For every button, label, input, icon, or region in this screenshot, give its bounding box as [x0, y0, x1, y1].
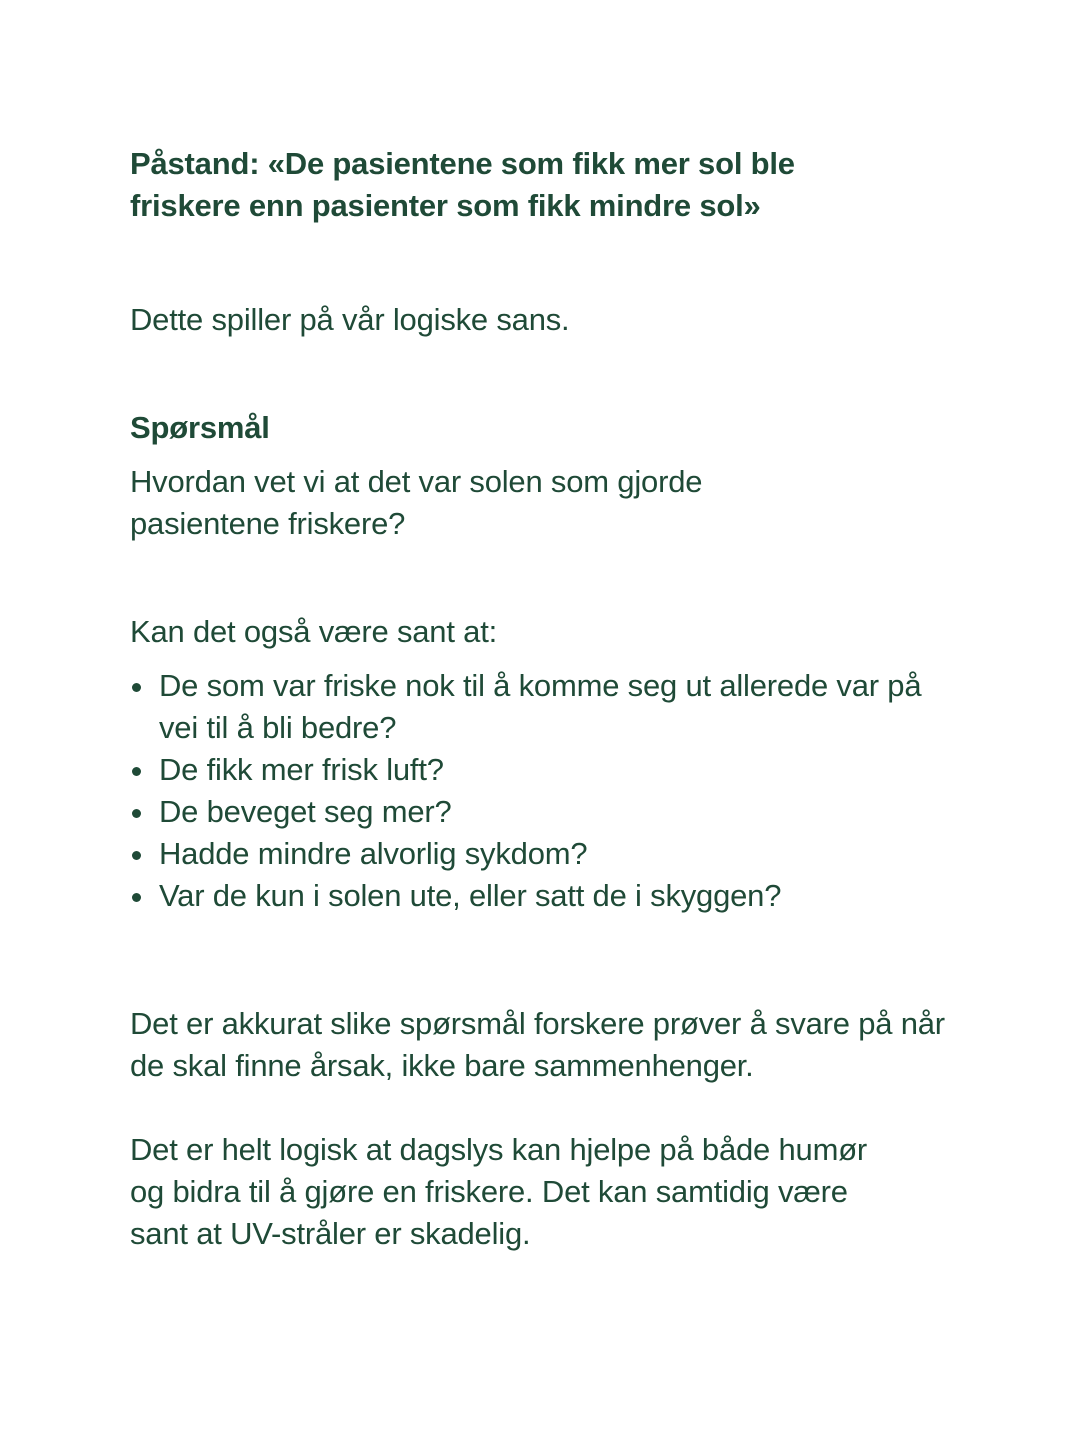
intro-text: Dette spiller på vår logiske sans.: [130, 302, 570, 337]
bullet-icon: [132, 767, 141, 776]
list-item: De fikk mer frisk luft?: [130, 749, 960, 791]
bullet-icon: [132, 683, 141, 692]
claim-heading: Påstand: «De pasientene som fikk mer sol ble friskere enn pasienter som fikk mindre sol»: [130, 146, 795, 223]
bullet-icon: [132, 851, 141, 860]
list-item: Var de kun i solen ute, eller satt de i skyggen?: [130, 875, 960, 917]
alternatives-intro: Kan det også være sant at:: [130, 614, 498, 649]
question-heading: Spørsmål: [130, 410, 270, 445]
list-item: De beveget seg mer?: [130, 791, 960, 833]
bullet-icon: [132, 809, 141, 818]
question-text: Hvordan vet vi at det var solen som gjorde pasientene friskere?: [130, 464, 703, 541]
alternatives-list: [130, 665, 960, 917]
article-content: [130, 143, 960, 1255]
conclusion-text-2: Det er helt logisk at dagslys kan hjelpe på både humør og bidra til å gjøre en friskere. Det kan samtidig være sant at UV-stråler er skadelig.: [130, 1132, 868, 1251]
list-item: Hadde mindre alvorlig sykdom?: [130, 833, 960, 875]
bullet-icon: [132, 893, 141, 902]
conclusion-text-1: Det er akkurat slike spørsmål forskere prøver å svare på når de skal finne årsak, ikke bare sammenhenger.: [130, 1006, 945, 1083]
list-item: De som var friske nok til å komme seg ut allerede var på vei til å bli bedre?: [130, 665, 929, 749]
